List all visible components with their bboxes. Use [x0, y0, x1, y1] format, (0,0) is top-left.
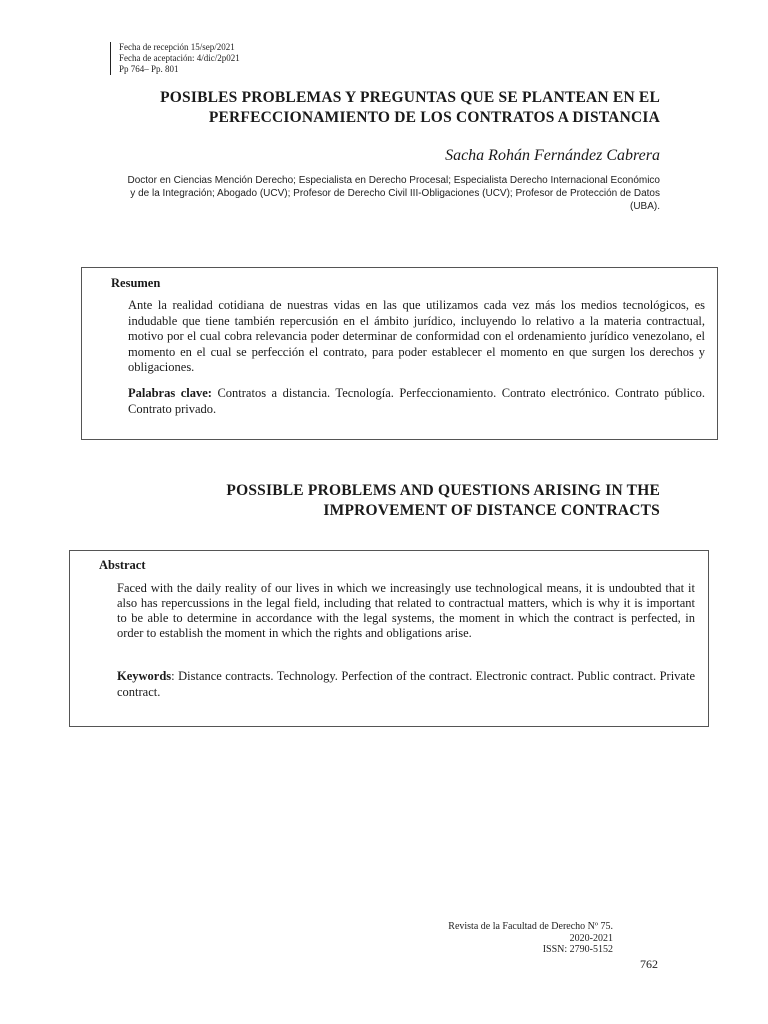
author-affiliation: Doctor en Ciencias Mención Derecho; Especialista en Derecho Procesal; Especialista Derecho Internacional Económico y de la Integración; Abogado (UCV); Profesor de Derecho Civil III-Obligaciones (UCV); Profesor de Protección de Datos (UBA). [127, 175, 660, 212]
journal-years: 2020-2021 [569, 932, 613, 944]
journal-footer [330, 921, 613, 956]
abstract-text: Faced with the daily reality of our lives in which we increasingly use technological means, it is undoubted that it also has repercussions in the legal field, including that related to contractual matters, which is why it is important to be able to determine in accordance with the legal systems, the moment in which the contract is perfected, in order to establish the moment in which the rights and obligations arise. [117, 581, 695, 640]
title-english: POSSIBLE PROBLEMS AND QUESTIONS ARISING IN THE IMPROVEMENT OF DISTANCE CONTRACTS [226, 482, 660, 519]
keywords [117, 668, 695, 700]
keywords-label: Keywords [117, 669, 172, 683]
keywords-list: : Distance contracts. Technology. Perfection of the contract. Electronic contract. Public contract. Private contract. [117, 669, 695, 699]
palabras-clave-label: Palabras clave: [128, 386, 212, 400]
abstract-box [69, 550, 709, 727]
resumen-box [81, 267, 718, 440]
palabras-clave-list: Contratos a distancia. Tecnología. Perfeccionamiento. Contrato electrónico. Contrato público. Contrato privado. [128, 386, 705, 416]
palabras-clave [128, 385, 705, 417]
page-number: 762 [640, 957, 658, 971]
author-name: Sacha Rohán Fernández Cabrera [445, 147, 660, 164]
received-date: Fecha de recepción 15/sep/2021 [119, 42, 235, 52]
abstract-heading: Abstract [99, 558, 146, 572]
resumen-heading: Resumen [111, 276, 161, 290]
title-spanish: POSIBLES PROBLEMAS Y PREGUNTAS QUE SE PLANTEAN EN EL PERFECCIONAMIENTO DE LOS CONTRATOS A DISTANCIA [160, 89, 660, 126]
article-dates [110, 42, 240, 75]
page-range: Pp 764– Pp. 801 [119, 64, 179, 74]
journal-name: Revista de la Facultad de Derecho Nº 75. [448, 921, 613, 932]
accepted-date: Fecha de aceptación: 4/dic/2p021 [119, 53, 240, 63]
journal-issn: ISSN: 2790-5152 [542, 944, 613, 955]
resumen-text: Ante la realidad cotidiana de nuestras vidas en las que utilizamos cada vez más los medios tecnológicos, es indudable que tiene también repercusión en el ámbito jurídico, incluyendo lo relativo a la materia contractual, motivo por el cual cobra relevancia poder determinar de conformidad con el ordenamiento jurídico venezolano, el momento en el cual se perfección el contrato, para poder establecer el momento en que surgen los derechos y obligaciones. [128, 298, 705, 374]
